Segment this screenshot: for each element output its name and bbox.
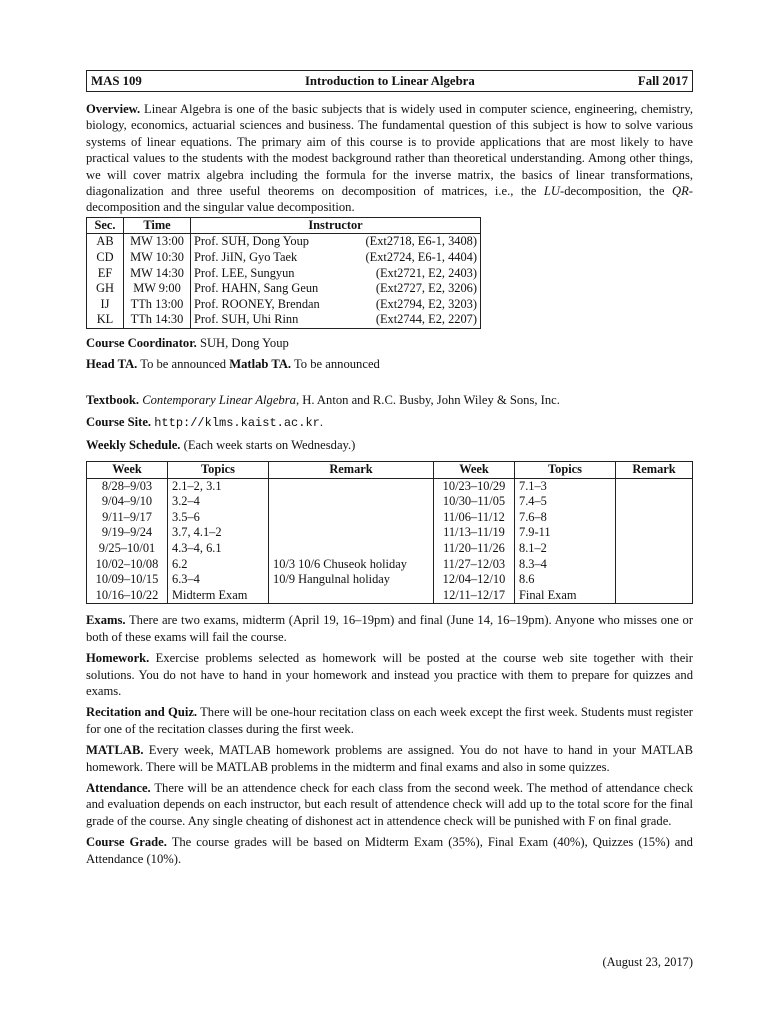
matlab-text: Every week, MATLAB homework problems are assigned. You do not have to hand in your MATLAB homework. There will be MATLAB problems in the midterm and final exams and also in some quizzes. bbox=[86, 743, 693, 774]
coordinator-label: Course Coordinator. bbox=[86, 336, 197, 350]
week-cell: 11/06–11/12 bbox=[434, 510, 515, 526]
col-time: Time bbox=[124, 217, 191, 234]
syllabus-body bbox=[86, 70, 693, 867]
course-title: Introduction to Linear Algebra bbox=[304, 73, 475, 88]
textbook-label: Textbook. bbox=[86, 392, 140, 407]
week-cell: 11/27–12/03 bbox=[434, 557, 515, 573]
section-code: IJ bbox=[87, 297, 124, 313]
remark-cell bbox=[269, 525, 434, 541]
col-instructor: Instructor bbox=[191, 217, 481, 234]
section-instructor bbox=[191, 250, 481, 266]
week-cell: 9/11–9/17 bbox=[87, 510, 168, 526]
schedule-row bbox=[87, 494, 693, 510]
topics-cell: Final Exam bbox=[515, 588, 616, 604]
grade-text: The course grades will be based on Midterm Exam (35%), Final Exam (40%), Quizzes (15%) and Attendance (10%). bbox=[86, 835, 693, 866]
section-code: KL bbox=[87, 312, 124, 328]
instructor-office: (Ext2744, E2, 2207) bbox=[375, 312, 477, 327]
recitation-paragraph bbox=[86, 704, 693, 737]
matlab-paragraph bbox=[86, 742, 693, 775]
exams-paragraph bbox=[86, 612, 693, 645]
overview-text: Linear Algebra is one of the basic subjects that is widely used in computer science, engineering, chemistry, biology, economics, actuarial sciences and business. The fundamental question of this subject is how to solve various systems of linear equations. The primary aim of this course is to provide applications that are most likely to have practical values to the students with the modest background rather than theoretical understanding. Among other things, we will cover matrix algebra including the formula for the inverse matrix, the basics of linear transformations, diagonalization and three useful theorems on decomposition of matrices, i.e., the bbox=[86, 102, 693, 199]
topics-cell: 7.9-11 bbox=[515, 525, 616, 541]
course-code: MAS 109 bbox=[91, 73, 142, 88]
instructor-name: Prof. SUH, Dong Youp bbox=[194, 234, 309, 249]
sections-table bbox=[86, 217, 481, 329]
section-code: EF bbox=[87, 266, 124, 282]
coordinator-value: SUH, Dong Youp bbox=[199, 336, 289, 350]
coordinator-line bbox=[86, 335, 693, 351]
exams-label: Exams. bbox=[86, 613, 126, 628]
remark-cell bbox=[616, 588, 693, 604]
head-ta-value: To be announced bbox=[140, 357, 227, 372]
section-instructor bbox=[191, 281, 481, 297]
topics-cell: 7.1–3 bbox=[515, 478, 616, 494]
topics-cell: 7.6–8 bbox=[515, 510, 616, 526]
homework-paragraph bbox=[86, 650, 693, 699]
grade-label: Course Grade. bbox=[86, 835, 167, 850]
overview-heading: Overview. bbox=[86, 102, 141, 116]
section-time: TTh 14:30 bbox=[124, 312, 191, 328]
head-ta-label: Head TA. bbox=[86, 357, 138, 372]
instructor-name: Prof. ROONEY, Brendan bbox=[194, 296, 320, 311]
homework-text: Exercise problems selected as homework will be posted at the course web site together with their solutions. You do not have to hand in your homework and instead you practice with them to prepare for quizzes and exams. bbox=[86, 651, 693, 698]
section-row bbox=[87, 297, 481, 313]
schedule-row bbox=[87, 541, 693, 557]
topics-cell: 6.2 bbox=[168, 557, 269, 573]
remark-cell bbox=[269, 510, 434, 526]
section-instructor bbox=[191, 266, 481, 282]
col-sec: Sec. bbox=[87, 217, 124, 234]
week-cell: 9/19–9/24 bbox=[87, 525, 168, 541]
instructor-office: (Ext2724, E6-1, 4404) bbox=[365, 250, 477, 265]
week-cell: 10/09–10/15 bbox=[87, 572, 168, 588]
topics-cell: 3.2–4 bbox=[168, 494, 269, 510]
topics-cell: 3.7, 4.1–2 bbox=[168, 525, 269, 541]
footer-date: (August 23, 2017) bbox=[602, 955, 693, 969]
section-code: AB bbox=[87, 234, 124, 250]
instructor-name: Prof. HAHN, Sang Geun bbox=[194, 281, 319, 296]
section-code: GH bbox=[87, 281, 124, 297]
schedule-row bbox=[87, 572, 693, 588]
remark-cell: 10/3 10/6 Chuseok holiday bbox=[269, 557, 434, 573]
schedule-body bbox=[87, 478, 693, 604]
col-week-1: Week bbox=[87, 462, 168, 479]
recitation-label: Recitation and Quiz. bbox=[86, 705, 198, 720]
topics-cell: 8.6 bbox=[515, 572, 616, 588]
exams-text: There are two exams, midterm (April 19, 16–19pm) and final (June 14, 16–19pm). Anyone who misses one or both of these exams will fail the course. bbox=[86, 613, 694, 644]
remark-cell: 10/9 Hangulnal holiday bbox=[269, 572, 434, 588]
schedule-note: (Each week starts on Wednesday.) bbox=[183, 437, 356, 452]
section-row bbox=[87, 281, 481, 297]
section-instructor bbox=[191, 297, 481, 313]
topics-cell: 7.4–5 bbox=[515, 494, 616, 510]
remark-cell bbox=[616, 510, 693, 526]
weekly-schedule-table bbox=[86, 461, 693, 604]
section-time: MW 13:00 bbox=[124, 234, 191, 250]
section-time: MW 9:00 bbox=[124, 281, 191, 297]
overview-end: -decomposition and the singular value decomposition. bbox=[86, 184, 693, 215]
remark-cell bbox=[269, 541, 434, 557]
section-row bbox=[87, 266, 481, 282]
remark-cell bbox=[616, 572, 693, 588]
col-week-2: Week bbox=[434, 462, 515, 479]
section-time: TTh 13:00 bbox=[124, 297, 191, 313]
instructor-office: (Ext2727, E2, 3206) bbox=[375, 281, 477, 296]
col-topics-1: Topics bbox=[168, 462, 269, 479]
topics-cell: 6.3–4 bbox=[168, 572, 269, 588]
week-cell: 9/04–9/10 bbox=[87, 494, 168, 510]
schedule-line bbox=[86, 437, 693, 453]
remark-cell bbox=[616, 557, 693, 573]
week-cell: 10/16–10/22 bbox=[87, 588, 168, 604]
topics-cell: Midterm Exam bbox=[168, 588, 269, 604]
topics-cell: 4.3–4, 6.1 bbox=[168, 541, 269, 557]
col-remark-1: Remark bbox=[269, 462, 434, 479]
homework-label: Homework. bbox=[86, 651, 150, 666]
week-cell: 10/30–11/05 bbox=[434, 494, 515, 510]
topics-cell: 8.3–4 bbox=[515, 557, 616, 573]
section-code: CD bbox=[87, 250, 124, 266]
instructor-name: Prof. SUH, Uhi Rinn bbox=[194, 312, 299, 327]
section-row bbox=[87, 250, 481, 266]
matlab-ta-value: To be announced bbox=[293, 357, 380, 372]
topics-cell: 8.1–2 bbox=[515, 541, 616, 557]
instructor-office: (Ext2718, E6-1, 3408) bbox=[365, 234, 477, 249]
topics-cell: 2.1–2, 3.1 bbox=[168, 478, 269, 494]
remark-cell bbox=[269, 478, 434, 494]
attendance-paragraph bbox=[86, 780, 693, 829]
course-header bbox=[86, 70, 693, 92]
week-cell: 10/02–10/08 bbox=[87, 557, 168, 573]
sections-header-row bbox=[87, 217, 481, 234]
instructor-name: Prof. JiIN, Gyo Taek bbox=[194, 250, 298, 265]
section-instructor bbox=[191, 312, 481, 328]
site-line bbox=[86, 414, 693, 431]
textbook-rest: , H. Anton and R.C. Busby, John Wiley & Sons, Inc. bbox=[295, 392, 560, 407]
attendance-label: Attendance. bbox=[86, 781, 151, 796]
schedule-row bbox=[87, 510, 693, 526]
col-remark-2: Remark bbox=[616, 462, 693, 479]
schedule-row bbox=[87, 557, 693, 573]
topics-cell: 3.5–6 bbox=[168, 510, 269, 526]
week-cell: 12/11–12/17 bbox=[434, 588, 515, 604]
site-url[interactable]: http://klms.kaist.ac.kr bbox=[154, 416, 320, 431]
schedule-row bbox=[87, 588, 693, 604]
section-row bbox=[87, 234, 481, 250]
week-cell: 10/23–10/29 bbox=[434, 478, 515, 494]
section-time: MW 14:30 bbox=[124, 266, 191, 282]
week-cell: 12/04–12/10 bbox=[434, 572, 515, 588]
site-end: . bbox=[319, 415, 324, 430]
week-cell: 11/20–11/26 bbox=[434, 541, 515, 557]
section-time: MW 10:30 bbox=[124, 250, 191, 266]
remark-cell bbox=[616, 494, 693, 510]
matlab-label: MATLAB. bbox=[86, 743, 144, 758]
qr-term: QR bbox=[672, 184, 689, 199]
site-label: Course Site. bbox=[86, 415, 152, 430]
grade-paragraph bbox=[86, 834, 693, 867]
ta-line bbox=[86, 356, 693, 372]
sections-body bbox=[87, 234, 481, 329]
week-cell: 11/13–11/19 bbox=[434, 525, 515, 541]
instructor-name: Prof. LEE, Sungyun bbox=[194, 265, 295, 280]
course-term: Fall 2017 bbox=[637, 73, 688, 88]
week-cell: 9/25–10/01 bbox=[87, 541, 168, 557]
attendance-text: There will be an attendence check for each class from the second week. The method of attendance check and evaluation depends on each instructor, but each result of attendence check will add up to the total score for the final grade of the course. Any single cheating of dishonest act in attendence check will be punished with F on final grade. bbox=[86, 781, 693, 828]
remark-cell bbox=[269, 588, 434, 604]
lu-term: LU bbox=[543, 184, 561, 199]
remark-cell bbox=[616, 541, 693, 557]
textbook-title: Contemporary Linear Algebra bbox=[142, 392, 296, 407]
matlab-ta-label: Matlab TA. bbox=[229, 357, 292, 372]
remark-cell bbox=[269, 494, 434, 510]
section-row bbox=[87, 312, 481, 328]
schedule-label: Weekly Schedule. bbox=[86, 437, 181, 452]
schedule-row bbox=[87, 525, 693, 541]
textbook-line bbox=[86, 392, 693, 408]
col-topics-2: Topics bbox=[515, 462, 616, 479]
section-instructor bbox=[191, 234, 481, 250]
week-cell: 8/28–9/03 bbox=[87, 478, 168, 494]
recitation-text: There will be one-hour recitation class on each week except the first week. Students must register for one of the recitation classes during the first week. bbox=[86, 705, 694, 736]
schedule-row bbox=[87, 478, 693, 494]
instructor-office: (Ext2721, E2, 2403) bbox=[375, 265, 477, 280]
schedule-header-row bbox=[87, 462, 693, 479]
remark-cell bbox=[616, 478, 693, 494]
overview-paragraph bbox=[86, 101, 693, 216]
remark-cell bbox=[616, 525, 693, 541]
instructor-office: (Ext2794, E2, 3203) bbox=[375, 296, 477, 311]
overview-mid: -decomposition, the bbox=[560, 184, 672, 199]
